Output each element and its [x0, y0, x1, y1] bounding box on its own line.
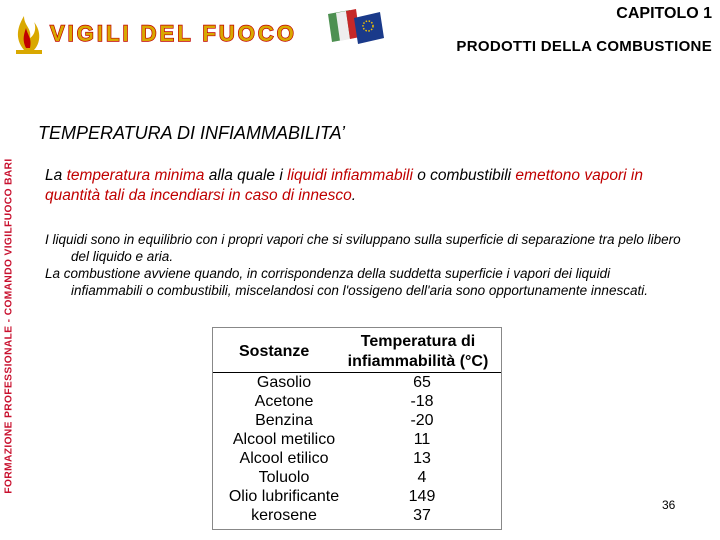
definition-part: .: [351, 187, 357, 204]
flash-point-value: 4: [417, 469, 427, 486]
flash-point-value: 65: [413, 374, 431, 391]
substance-name: Olio lubrificante: [228, 488, 340, 505]
flash-point-value: 11: [413, 431, 431, 448]
vigili-del-fuoco-logo: [10, 8, 390, 58]
flag-emblem-icon: [328, 9, 384, 44]
flash-point-value: 149: [408, 488, 436, 505]
substance-name: Benzina: [255, 412, 313, 429]
body-text: [45, 231, 685, 299]
vertical-side-text: FORMAZIONE PROFESSIONALE - COMANDO VIGILFUOCO BARI: [3, 158, 15, 494]
substance-name: Alcool etilico: [239, 450, 329, 467]
substance-name: kerosene: [251, 507, 317, 524]
table-row: [213, 488, 501, 507]
definition-highlight: temperatura minima: [66, 167, 205, 184]
table-row: [213, 393, 501, 412]
definition-highlight: emettono vapori in quantità tali da incendiarsi in caso di innesco: [45, 167, 643, 204]
substance-name: Alcool metilico: [232, 431, 336, 448]
vertical-side-band: [0, 112, 18, 540]
page-number: 36: [662, 498, 676, 512]
flame-emblem-icon: [16, 16, 42, 54]
definition-part: La: [45, 167, 67, 184]
section-subtitle: PRODOTTI DELLA COMBUSTIONE: [456, 38, 712, 55]
chapter-title: CAPITOLO 1: [616, 5, 712, 22]
flash-point-value: 13: [413, 450, 431, 467]
table-row: [213, 412, 501, 431]
definition-part: alla quale i: [204, 167, 288, 184]
substance-name: Acetone: [254, 393, 314, 410]
table-row: [213, 469, 501, 488]
flash-point-value: -20: [410, 412, 434, 429]
flash-point-value: -18: [410, 393, 434, 410]
column-header-substances: Sostanze: [239, 343, 310, 360]
paragraph-equilibrium: I liquidi sono in equilibrio con i propri vapori che si sviluppano sulla superficie di separazione tra pelo libero del liquido e aria.: [45, 232, 681, 264]
table-row: [213, 374, 501, 393]
svg-text:VIGILI DEL FUOCO: VIGILI DEL FUOCO: [50, 21, 297, 46]
page-heading: TEMPERATURA DI INFIAMMABILITA’: [38, 123, 346, 143]
substance-name: Toluolo: [258, 469, 310, 486]
substance-name: Gasolio: [256, 374, 312, 391]
table-row: [213, 431, 501, 450]
paragraph-combustion: La combustione avviene quando, in corrispondenza della suddetta superficie i vapori dei liquidi infiammabili o combustibili, miscelandosi con l'ossigeno dell'aria sono opportunamente innescati.: [45, 266, 648, 298]
definition-text: [45, 166, 695, 206]
column-header-flash-point: Temperatura di infiammabilità (°C): [347, 333, 489, 370]
definition-highlight: liquidi infiammabili: [287, 167, 413, 184]
definition-part: o combustibili: [412, 167, 516, 184]
flash-point-value: 37: [413, 507, 431, 524]
table-row: [213, 507, 501, 526]
table-row: [213, 450, 501, 469]
flash-point-table: [212, 327, 502, 530]
header-divider: [213, 372, 501, 373]
